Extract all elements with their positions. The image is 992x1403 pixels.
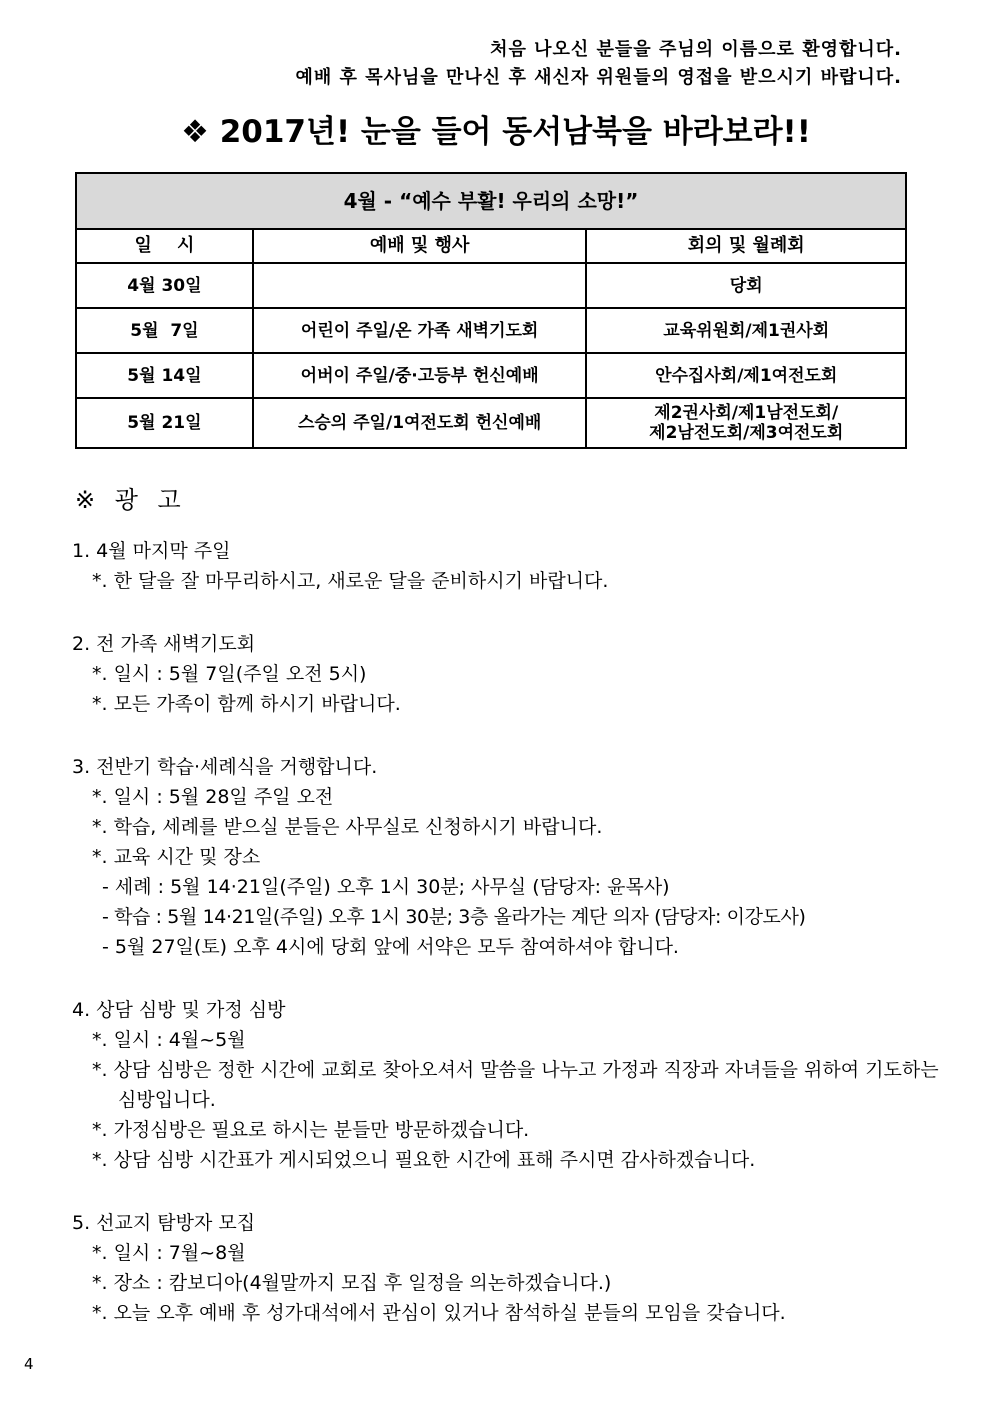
announcement-item: *. 한 달을 잘 마무리하시고, 새로운 달을 준비하시기 바랍니다.: [92, 570, 609, 592]
column-header-events: 예배 및 행사: [253, 229, 587, 263]
announcement-item: *. 일시 : 5월 28일 주일 오전: [92, 786, 334, 808]
row-date: 5월 7일: [76, 308, 253, 353]
announcement-4: [72, 995, 952, 1175]
row-meeting: 안수집사회/제1여전도회: [586, 353, 906, 398]
announcement-item: *. 가정심방은 필요로 하시는 분들만 방문하겠습니다.: [92, 1119, 530, 1141]
month-header-row: [76, 173, 906, 229]
welcome-line-1: 처음 나오신 분들을 주님의 이름으로 환영합니다.: [490, 39, 902, 60]
page-number: 4: [24, 1355, 34, 1373]
announcement-item: *. 오늘 오후 예배 후 성가대석에서 관심이 있거나 참석하실 분들의 모임을 갖습니다.: [92, 1302, 786, 1324]
welcome-message: [296, 36, 903, 92]
row-event: 스승의 주일/1여전도회 헌신예배: [253, 398, 587, 448]
table-row: [76, 263, 906, 308]
announcement-item: *. 일시 : 4월~5월: [92, 1029, 246, 1051]
row-meeting: 교육위원회/제1권사회: [586, 308, 906, 353]
row-meeting: 당회: [586, 263, 906, 308]
announcement-heading: 1. 4월 마지막 주일: [72, 540, 231, 562]
month-header: 4월 - “예수 부활! 우리의 소망!”: [76, 173, 906, 229]
table-row: [76, 308, 906, 353]
schedule-table: [75, 172, 907, 449]
announcement-subitem: - 5월 27일(토) 오후 4시에 당회 앞에 서약은 모두 참여하셔야 합니다.: [102, 936, 679, 958]
row-meeting: [586, 398, 906, 448]
announcement-2: [72, 629, 952, 719]
row-date: 5월 14일: [76, 353, 253, 398]
announcement-3: [72, 752, 952, 962]
row-meeting-line-1: 제2권사회/제1남전도회/: [654, 403, 839, 423]
page-title: ❖ 2017년! 눈을 들어 동서남북을 바라보라!!: [181, 114, 811, 150]
table-row: [76, 353, 906, 398]
row-event: 어린이 주일/온 가족 새벽기도회: [253, 308, 587, 353]
announcements-title: ※ 광 고: [75, 486, 187, 514]
announcement-1: [72, 536, 952, 596]
announcement-item: *. 모든 가족이 함께 하시기 바랍니다.: [92, 693, 401, 715]
announcement-heading: 3. 전반기 학습·세례식을 거행합니다.: [72, 756, 378, 778]
column-header-date: 일 시: [76, 229, 253, 263]
row-event: 어버이 주일/중·고등부 헌신예배: [253, 353, 587, 398]
announcement-5: [72, 1208, 952, 1328]
row-date: 5월 21일: [76, 398, 253, 448]
announcement-heading: 4. 상담 심방 및 가정 심방: [72, 999, 286, 1021]
announcement-subitem: - 학습 : 5월 14·21일(주일) 오후 1시 30분; 3층 올라가는 계단 의자 (담당자: 이강도사): [102, 906, 806, 928]
row-date: 4월 30일: [76, 263, 253, 308]
table-header-row: [76, 229, 906, 263]
announcement-item: *. 상담 심방 시간표가 게시되었으니 필요한 시간에 표해 주시면 감사하겠습니다.: [92, 1149, 756, 1171]
announcement-item: *. 장소 : 캄보디아(4월말까지 모집 후 일정을 의논하겠습니다.): [92, 1272, 612, 1294]
announcement-item: *. 학습, 세례를 받으실 분들은 사무실로 신청하시기 바랍니다.: [92, 816, 603, 838]
row-event: [253, 263, 587, 308]
column-header-meetings: 회의 및 월례회: [586, 229, 906, 263]
row-meeting-line-2: 제2남전도회/제3여전도회: [649, 423, 844, 443]
announcement-subitem: - 세례 : 5월 14·21일(주일) 오후 1시 30분; 사무실 (담당자: 윤목사): [102, 876, 670, 898]
table-row: [76, 398, 906, 448]
welcome-line-2: 예배 후 목사님을 만나신 후 새신자 위원들의 영접을 받으시기 바랍니다.: [295, 67, 902, 88]
announcement-item: *. 일시 : 7월~8월: [92, 1242, 246, 1264]
announcement-item: *. 교육 시간 및 장소: [92, 846, 261, 868]
announcement-item: *. 상담 심방은 정한 시간에 교회로 찾아오셔서 말씀을 나누고 가정과 직장과 자녀들을 위하여 기도하는 심방입니다.: [92, 1059, 939, 1111]
announcement-item: *. 일시 : 5월 7일(주일 오전 5시): [92, 663, 367, 685]
announcements-list: [72, 536, 952, 1361]
announcement-heading: 5. 선교지 탐방자 모집: [72, 1212, 256, 1234]
announcement-heading: 2. 전 가족 새벽기도회: [72, 633, 256, 655]
